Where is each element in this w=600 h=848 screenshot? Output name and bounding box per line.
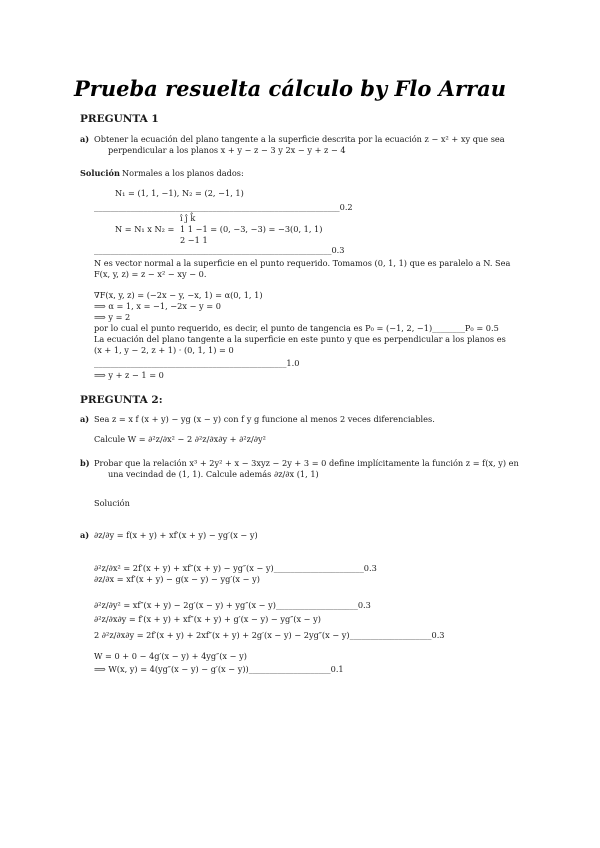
solution-step-1: ∂z/∂y = f(x + y) + xf′(x + y) − yg′(x − y) xyxy=(94,530,258,540)
solution-step-3: ∂z/∂x = xf′(x + y) − g(x − y) − yg′(x − y) xyxy=(94,574,260,584)
plane-equation-text-line1: La ecuación del plano tangente a la superficie en este punto y que es perpendicular a los planos es xyxy=(94,334,506,344)
implication-line-2: ⟹ y = 2 xyxy=(94,312,131,322)
score-rule-0-3: __________________________________________________________0.3 xyxy=(94,245,345,255)
solution-step-4: ∂²z/∂y² = xf″(x + y) − 2g′(x − y) + yg″(x − y)____________________0.3 xyxy=(94,600,371,610)
question-2a-compute: Calcule W = ∂²z/∂x² − 2 ∂²z/∂x∂y + ∂²z/∂y² xyxy=(94,434,266,444)
score-rule-1-0: _______________________________________________1.0 xyxy=(94,358,300,368)
score-rule-0-2: ____________________________________________________________0.2 xyxy=(94,202,353,212)
question-2b-statement-line2: una vecindad de (1, 1). Calcule además ∂z/∂x (1, 1) xyxy=(108,469,319,479)
question-2b-label: b) xyxy=(80,458,90,468)
normals-line: N₁ = (1, 1, −1), N₂ = (2, −1, 1) xyxy=(115,188,244,198)
implication-line-1: ⟹ α = 1, x = −1, −2x − y = 0 xyxy=(94,301,221,311)
question-1a-label: a) xyxy=(80,134,90,144)
determinant-row-1: î ĵ k̂ xyxy=(180,213,196,223)
question-1-heading: PREGUNTA 1 xyxy=(80,113,159,125)
normal-vector-text-line2: F(x, y, z) = z − x² − xy − 0. xyxy=(94,269,207,279)
solution-1-intro: Normales a los planos dados: xyxy=(122,168,244,178)
determinant-row-2: 1 1 −1 = (0, −3, −3) = −3(0, 1, 1) xyxy=(180,224,323,234)
normal-vector-text-line1: N es vector normal a la superficie en el punto requerido. Tomamos (0, 1, 1) que es paralelo a N. Sea xyxy=(94,258,511,268)
question-2a-label: a) xyxy=(80,414,90,424)
solution-2a-label: a) xyxy=(80,530,90,540)
question-1a-statement-line1: Obtener la ecuación del plano tangente a la superficie descrita por la ecuación z − x² + xy que sea xyxy=(94,134,505,144)
solution-2-label: Solución xyxy=(94,498,130,508)
determinant-row-3: 2 −1 1 xyxy=(180,235,208,245)
question-2b-statement-line1: Probar que la relación x³ + 2y² + x − 3xyz − 2y + 3 = 0 define implícitamente la función z = f(x, y) en xyxy=(94,458,519,468)
document-title: Prueba resuelta cálculo by Flo Arrau xyxy=(74,76,506,101)
solution-step-2: ∂²z/∂x² = 2f′(x + y) + xf″(x + y) − yg″(x − y)______________________0.3 xyxy=(94,563,377,573)
question-1a-statement-line2: perpendicular a los planos x + y − z − 3 y 2x − y + z − 4 xyxy=(108,145,346,155)
solution-step-6: 2 ∂²z/∂x∂y = 2f′(x + y) + 2xf″(x + y) + 2g′(x − y) − 2yg″(x − y)____________________0.3 xyxy=(94,630,445,640)
final-plane-equation: ⟹ y + z − 1 = 0 xyxy=(94,370,164,380)
determinant-lhs: N = N₁ x N₂ = xyxy=(115,224,175,234)
question-2-heading: PREGUNTA 2: xyxy=(80,394,163,406)
tangent-point-line: por lo cual el punto requerido, es decir, el punto de tangencia es P₀ = (−1, 2, −1)________P₀ = 0.5 xyxy=(94,323,499,333)
solution-1-label: Solución xyxy=(80,168,120,178)
solution-step-8: ⟹ W(x, y) = 4(yg″(x − y) − g′(x − y))____________________0.1 xyxy=(94,664,344,674)
solution-step-5: ∂²z/∂x∂y = f′(x + y) + xf″(x + y) + g′(x − y) − yg″(x − y) xyxy=(94,614,321,624)
gradient-equation: ∇F(x, y, z) = (−2x − y, −x, 1) = α(0, 1, 1) xyxy=(94,290,263,300)
plane-equation-text-line2: (x + 1, y − 2, z + 1) · (0, 1, 1) = 0 xyxy=(94,345,234,355)
solution-step-7: W = 0 + 0 − 4g′(x − y) + 4yg″(x − y) xyxy=(94,651,247,661)
question-2a-statement: Sea z = x f (x + y) − yg (x − y) con f y g funcione al menos 2 veces diferenciables. xyxy=(94,414,435,424)
